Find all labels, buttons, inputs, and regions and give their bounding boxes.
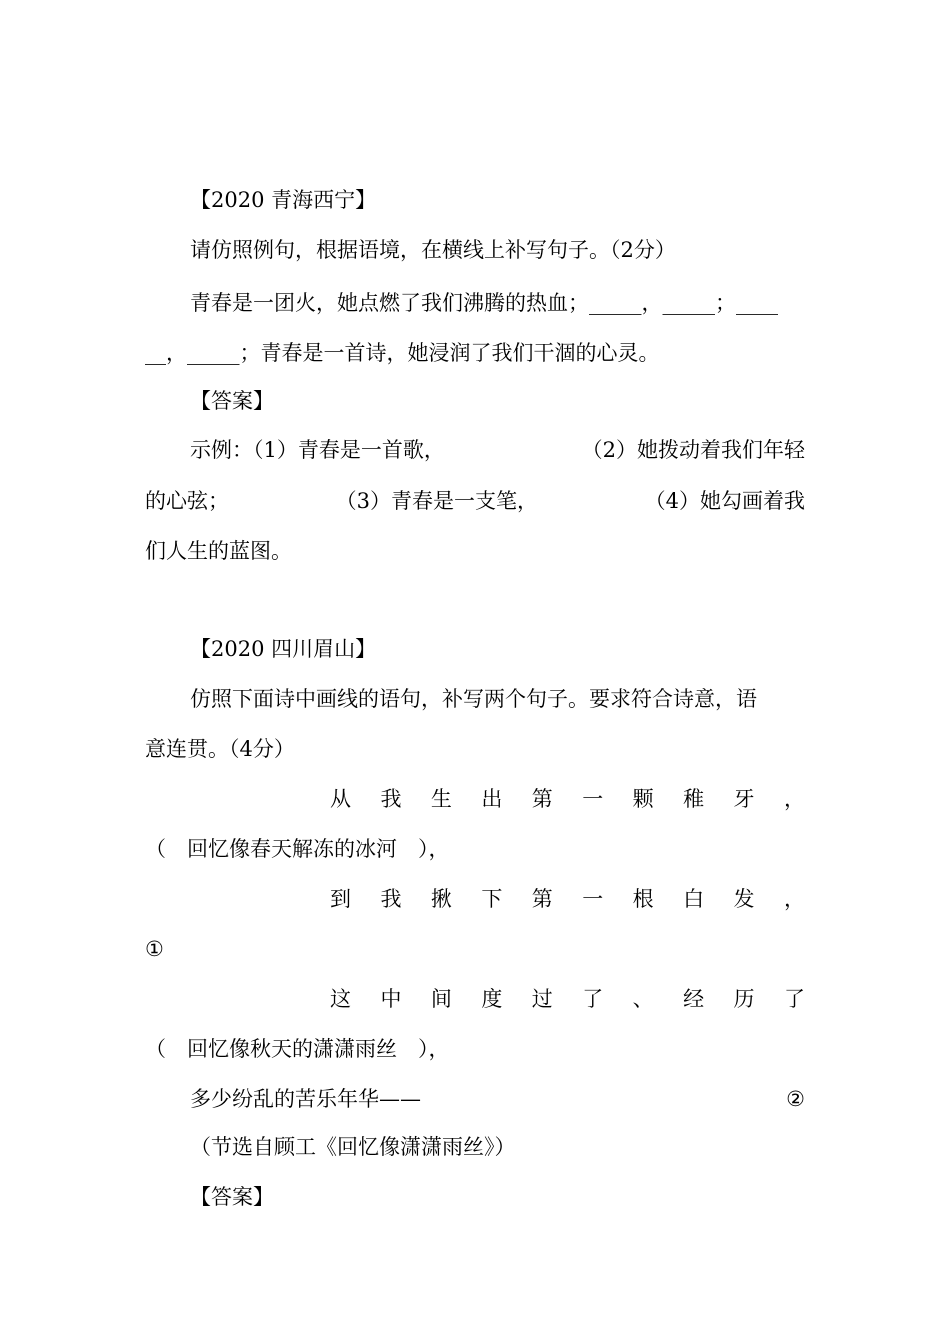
poem-char: 了 <box>582 987 604 1011</box>
poem-char: 从 <box>330 787 351 811</box>
poem-char: ， <box>783 787 805 811</box>
section-1-answer-line-3: 们人生的蓝图。 <box>145 539 292 563</box>
poem-char: 稚 <box>683 787 705 811</box>
poem-line-1 <box>330 784 805 814</box>
poem-char: 一 <box>582 787 604 811</box>
poem-char: 历 <box>733 987 755 1011</box>
poem-char: 根 <box>632 887 654 911</box>
poem-char: 过 <box>531 987 553 1011</box>
poem-char: 第 <box>531 887 553 911</box>
blank-2-marker: ② <box>786 1087 805 1111</box>
section-1-heading: 【2020 青海西宁】 <box>190 188 377 212</box>
poem-line-7: 多少纷乱的苦乐年华—— <box>190 1087 421 1111</box>
section-2-prompt-line-1: 仿照下面诗中画线的语句，补写两个句子。要求符合诗意，语 <box>190 687 757 711</box>
section-1-answer-label: 【答案】 <box>190 389 274 413</box>
section-1-question-line-1: 青春是一团火，她点燃了我们沸腾的热血；_____，_____；____ <box>190 291 778 315</box>
poem-char: 出 <box>481 787 503 811</box>
poem-char: 到 <box>330 887 351 911</box>
section-1-question-line-2: __，_____；青春是一首诗，她浸润了我们干涸的心灵。 <box>145 341 660 365</box>
section-1-answer-line-1 <box>190 435 805 465</box>
poem-char: 我 <box>380 887 402 911</box>
poem-char: 发 <box>733 887 755 911</box>
poem-char: 白 <box>683 887 705 911</box>
poem-char: 生 <box>430 787 452 811</box>
section-1-prompt: 请仿照例句，根据语境，在横线上补写句子。（2分） <box>190 238 676 262</box>
poem-char: 下 <box>481 887 503 911</box>
poem-line-3 <box>330 884 805 914</box>
poem-char: 了 <box>783 987 805 1011</box>
poem-char: 度 <box>481 987 503 1011</box>
answer-item: （2）她拨动着我们年轻 <box>581 438 805 462</box>
section-1-answer-line-2 <box>145 486 805 516</box>
poem-char: 经 <box>683 987 705 1011</box>
section-2-answer-label: 【答案】 <box>190 1185 274 1209</box>
poem-char: 这 <box>330 987 351 1011</box>
poem-char: 一 <box>582 887 604 911</box>
poem-char: ， <box>783 887 805 911</box>
answer-item: 的心弦； <box>145 489 229 513</box>
poem-char: 颗 <box>632 787 654 811</box>
poem-char: 我 <box>380 787 402 811</box>
section-2-heading: 【2020 四川眉山】 <box>190 637 377 661</box>
poem-char: 间 <box>430 987 452 1011</box>
poem-line-2: （ 回忆像春天解冻的冰河 ）， <box>145 837 450 861</box>
blank-1-marker: ① <box>145 937 164 961</box>
poem-line-5 <box>330 984 805 1014</box>
poem-char: 第 <box>531 787 553 811</box>
poem-char: 中 <box>380 987 402 1011</box>
poem-char: 牙 <box>733 787 755 811</box>
poem-line-6: （ 回忆像秋天的潇潇雨丝 ）， <box>145 1037 450 1061</box>
poem-char: 揪 <box>430 887 452 911</box>
section-2-prompt-line-2: 意连贯。（4分） <box>145 737 295 761</box>
answer-item: （4）她勾画着我 <box>644 489 805 513</box>
answer-item: 示例：（1）青春是一首歌， <box>190 438 445 462</box>
answer-item: （3）青春是一支笔， <box>335 489 538 513</box>
poem-source: （节选自顾工《回忆像潇潇雨丝》） <box>190 1135 516 1159</box>
poem-char: 、 <box>632 987 654 1011</box>
